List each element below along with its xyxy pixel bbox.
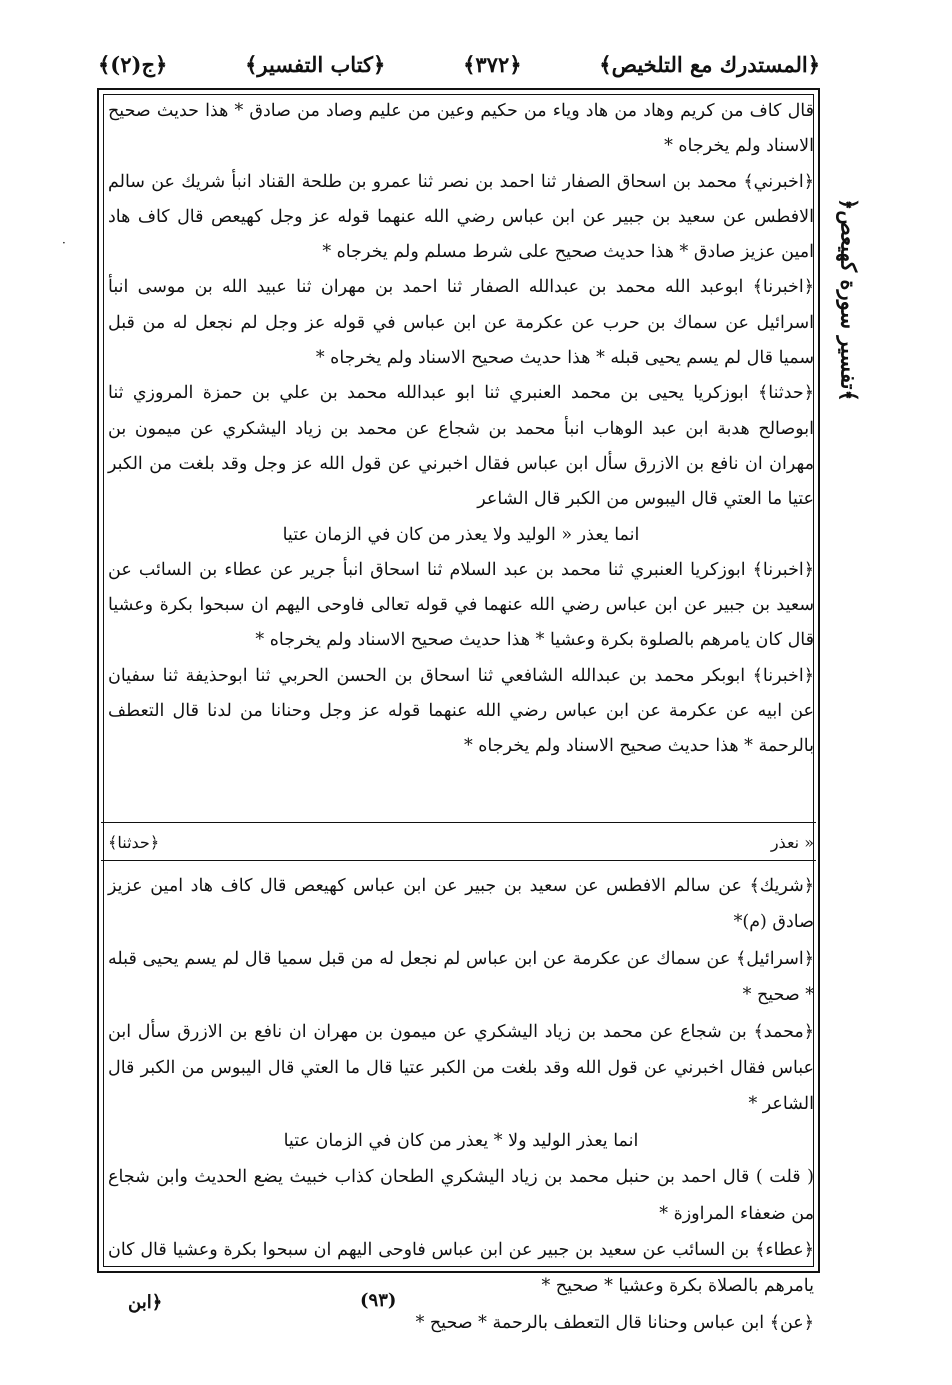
margin-note-text: ﴿تفسير سورة كهيعص﴾ [836, 198, 862, 402]
stray-mark: · [62, 236, 66, 250]
summary-verse: انما يعذر الوليد ولا * يعذر من كان في الزمان عتيا [283, 1130, 639, 1151]
footnote-bar [108, 828, 814, 856]
margin-note [826, 170, 872, 430]
header-page-number: ﴿٣٧٢﴾ [463, 51, 522, 77]
chapter-title: ﴿كتاب التفسير﴾ [245, 51, 386, 77]
main-paragraph: ﴿حدثنا﴾ ابوزكريا يحيى بن محمد العنبري ثنا ابو عبدالله محمد بن علي بن حمزة المروزي ثنا ابوصالح هدبة ابن عبد الوهاب انبأ محمد بن شجاع عن محمد بن زياد اليشكري عن ميمون بن مهران ان نافع بن الازرق سأل ابن عباس فقال اخبرني عن قول الله عز وجل وقد بلغت من الكبر عتيا ما العتي قال اليبوس من الكبر قال الشاعر [108, 383, 814, 510]
main-paragraph: ﴿اخبرنا﴾ ابوبكر محمد بن عبدالله الشافعي ثنا اسحاق بن الحسن الحربي ثنا ابوحذيفة ثنا سفيان عن ابيه عن عكرمة عن ابن عباس رضي الله عنهما قوله عز وجل وحنانا من لدنا قال التعطف بالرحمة * هذا حديث صحيح الاسناد ولم يخرجاه * [108, 665, 814, 757]
summary-paragraph: ﴿شريك﴾ عن سالم الافطس عن سعيد بن جبير عن ابن عباس كهيعص قال كاف هاد امين عزيز صادق (م)* [108, 876, 814, 933]
summary-paragraph: ﴿عطاء﴾ بن السائب عن سعيد بن جبير عن ابن عباس فاوحى اليهم ان سبحوا بكرة وعشيا قال كان يامرهم بالصلاة بكرة وعشيا * صحيح * [108, 1240, 814, 1297]
summary-paragraph: ( قلت ) قال احمد بن حنبل محمد بن زياد اليشكري الطحان كذاب خبيث يضع الحديث وابن شجاع من ضعفاء المراوزة * [108, 1167, 814, 1224]
main-text [108, 94, 814, 765]
summary-paragraph: ﴿محمد﴾ بن شجاع عن محمد بن زياد اليشكري عن ميمون بن مهران ان نافع بن الازرق سأل ابن عباس فقال اخبرني عن قول الله وقد بلغت من الكبر عتيا قال ما العتي قال اليبوس من الكبر قال الشاعر * [108, 1021, 814, 1115]
main-paragraph: قال كاف من كريم وهاد من هاد وياء من حكيم وعين من عليم وصاد من صادق * هذا حديث صحيح الاسناد ولم يخرجاه * [108, 101, 814, 157]
footnote-divider-bottom [101, 860, 816, 861]
summary-paragraph: ﴿اسرائيل﴾ عن سماك عن عكرمة عن ابن عباس لم نجعل له من قبل سميا قال لم يسم يحيى قبله * صحيح * [108, 948, 814, 1006]
running-header [98, 44, 820, 84]
volume-number: ﴿ج(٢)﴾ [98, 51, 168, 77]
page-number: (٩٣) [360, 1290, 397, 1311]
main-verse: انما يعذر « الوليد ولا يعذر من كان في الزمان عتيا [282, 524, 640, 545]
footnote-right: « نعذر [770, 832, 814, 852]
main-paragraph: ﴿اخبرني﴾ محمد بن اسحاق الصفار ثنا احمد بن نصر ثنا عمرو بن طلحة القناد انبأ شريك عن سالم الافطس عن سعيد بن جبير عن ابن عباس رضي الله عنهما قوله عز وجل كهيعص قال كاف هاد امين عزيز صادق * هذا حديث صحيح على شرط مسلم ولم يخرجاه * [108, 171, 814, 263]
book-title: ﴿المستدرك مع التلخيص﴾ [599, 51, 820, 77]
main-paragraph: ﴿اخبرنا﴾ ابوزكريا العنبري ثنا محمد بن عبد السلام ثنا اسحاق انبأ جرير عن عطاء بن السائب عن سعيد بن جبير عن ابن عباس رضي الله عنهما في قوله تعالى فاوحى اليهم ان سبحوا بكرة وعشيا قال كان يامرهم بالصلوة بكرة وعشيا * هذا حديث صحيح الاسناد ولم يخرجاه * [108, 559, 814, 651]
summary-text [108, 868, 814, 1341]
footnote-left: ﴿حدثنا﴾ [108, 832, 160, 852]
footnote-divider-top [101, 822, 816, 823]
main-paragraph: ﴿اخبرنا﴾ ابوعبد الله محمد بن عبدالله الصفار ثنا احمد بن مهران ثنا عبيد الله بن موسى انبأ اسرائيل عن سماك بن حرب عن عكرمة عن ابن عباس في قوله عز وجل لم نجعل له من قبل سميا قال لم يسم يحيى قبله * هذا حديث صحيح الاسناد ولم يخرجاه * [108, 277, 815, 369]
catchword: ﴿ابن [128, 1292, 163, 1313]
summary-paragraph: ﴿عن﴾ ابن عباس وحنانا قال التعطف بالرحمة * صحيح * [415, 1312, 814, 1333]
